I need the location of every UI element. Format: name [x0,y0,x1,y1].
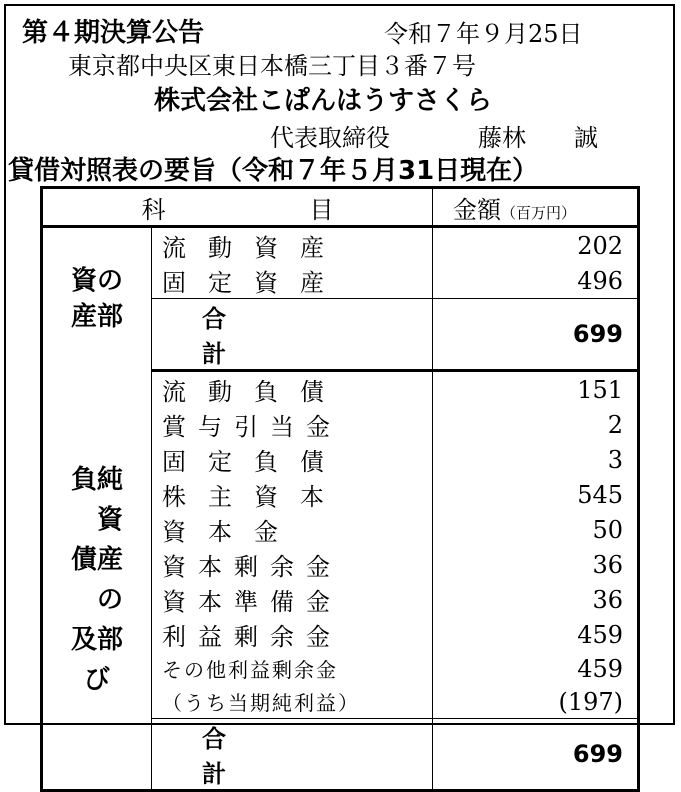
amount-label: 金額 [453,195,501,224]
representative-title: 代表取締役 [270,124,390,152]
total-label: 合計 [152,299,433,371]
liabilities-label-line: 負純 [70,464,123,495]
liabilities-label-line: 債産 [70,544,123,575]
total-amount: 699 [433,719,639,791]
liabilities-label-line: の [70,584,123,615]
row-item-label: 賞与引当金 [152,407,433,442]
total-label: 合計 [152,719,433,791]
row-item-label: 流動資産 [152,227,433,264]
row-amount: 545 [577,480,623,509]
assets-section-label [42,227,152,371]
balance-sheet-table [40,186,640,792]
row-amount: 36 [592,585,623,614]
liabilities-section-label [42,371,152,791]
assets-label-line: 産部 [70,302,123,333]
row-amount: 2 [607,410,623,439]
table-row [42,227,639,264]
row-amount: 459 [577,654,623,683]
table-header-row [42,188,639,227]
row-item-label: 資本準備金 [152,582,433,617]
row-amount: 3 [607,445,623,474]
liabilities-label-line: び [83,664,136,695]
notice-title: 第４期決算公告 [22,18,205,48]
row-amount: 151 [577,375,623,404]
balance-sheet-summary-title: 貸借対照表の要旨（令和７年５月31日現在） [8,156,539,186]
column-header-item: 科 目 [42,188,433,227]
row-amount: 50 [592,515,623,544]
representative-name: 藤林 誠 [478,124,598,152]
row-item-label: 流動負債 [152,371,433,408]
row-item-label: 固定負債 [152,442,433,477]
unit-label: （百万円） [501,203,577,222]
row-item-label: 株主資本 [152,477,433,512]
row-item-label: 利益剰余金 [152,617,433,652]
row-item-label: 固定資産 [152,263,433,299]
liabilities-label-line: 及部 [70,624,123,655]
row-item-label: （うち当期純利益） [152,685,433,719]
notice-date: 令和７年９月25日 [384,20,583,48]
company-name: 株式会社こぱんはうすさくら [154,86,493,116]
row-amount: 202 [577,231,623,260]
assets-label-line: 資の [70,266,123,297]
liabilities-label-line: 資 [70,504,123,535]
table-row [42,371,639,408]
row-item-label: 資本金 [152,512,433,547]
row-amount: 496 [577,266,623,295]
company-address: 東京都中央区東日本橋三丁目３番７号 [68,52,476,80]
total-amount: 699 [433,299,639,371]
row-amount: 459 [577,620,623,649]
row-amount: (197) [558,687,623,716]
row-item-label: その他利益剰余金 [152,652,433,685]
column-header-amount [433,188,639,227]
row-amount: 36 [592,550,623,579]
row-item-label: 資本剰余金 [152,547,433,582]
